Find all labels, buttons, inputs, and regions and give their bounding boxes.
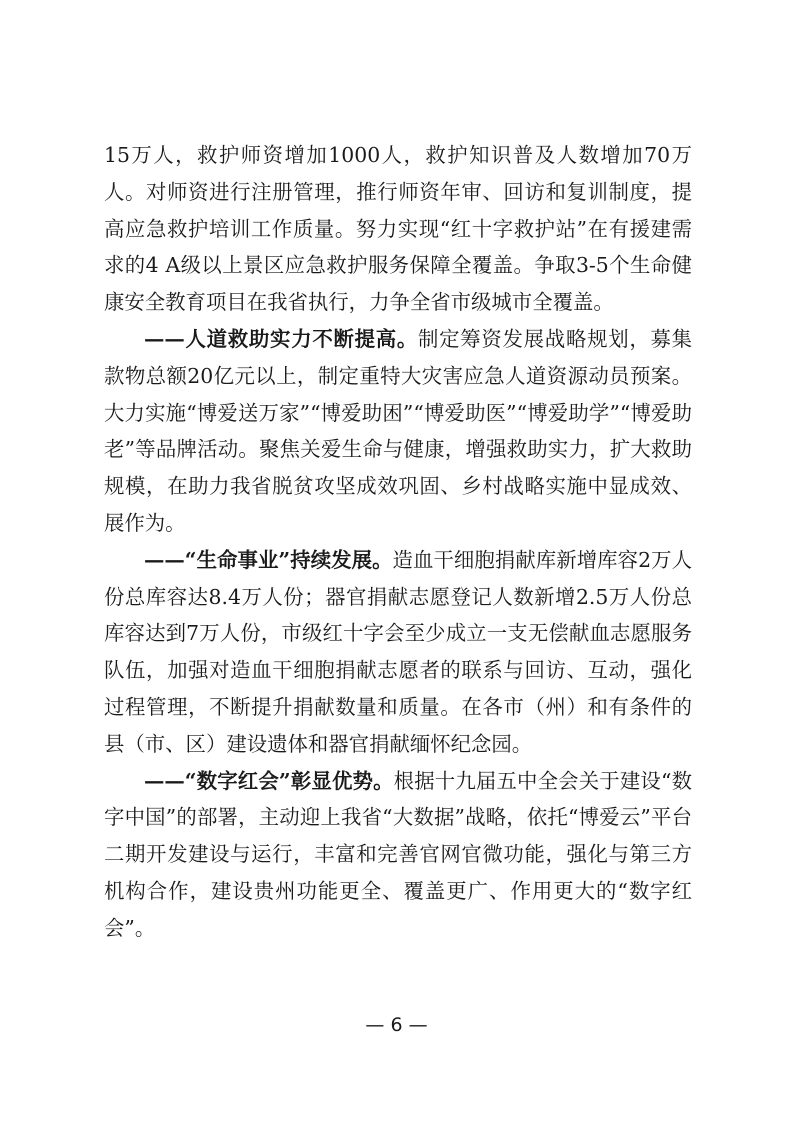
section-heading: ——人道救助实力不断提高。 bbox=[144, 326, 418, 351]
section-heading: ——“生命事业”持续发展。 bbox=[144, 547, 393, 572]
paragraph-digital-red-cross bbox=[104, 763, 692, 947]
paragraph-life-cause bbox=[104, 542, 692, 763]
section-body: 制定筹资发展战略规划，募集款物总额20亿元以上，制定重特大灾害应急人道资源动员预案。大力实施“博爱送万家”“博爱助困”“博爱助医”“博爱助学”“博爱助老”等品牌活动。聚焦关爱生命与健康，增强救助实力，扩大救助规模，在助力我省脱贫攻坚成效巩固、乡村战略实施中显成效、展作为。 bbox=[104, 326, 692, 535]
body-text bbox=[104, 137, 692, 947]
paragraph-humanitarian-aid bbox=[104, 321, 692, 542]
section-heading: ——“数字红会”彰显优势。 bbox=[144, 768, 394, 793]
section-body: 造血干细胞捐献库新增库容2万人份总库容达8.4万人份；器官捐献志愿登记人数新增2.5万人份总库容达到7万人份，市级红十字会至少成立一支无偿献血志愿服务队伍，加强对造血干细胞捐献志愿者的联系与回访、互动，强化过程管理，不断提升捐献数量和质量。在各市（州）和有条件的县（市、区）建设遗体和器官捐献缅怀纪念园。 bbox=[104, 547, 692, 756]
section-body: 根据十九届五中全会关于建设“数字中国”的部署，主动迎上我省“大数据”战略，依托“博爱云”平台二期开发建设与运行，丰富和完善官网官微功能，强化与第三方机构合作，建设贵州功能更全、覆盖更广、作用更大的“数字红会”。 bbox=[104, 768, 692, 940]
page-number: — 6 — bbox=[365, 1014, 428, 1036]
continuation-paragraph: 15万人，救护师资增加1000人，救护知识普及人数增加70万人。对师资进行注册管理，推行师资年审、回访和复训制度，提高应急救护培训工作质量。努力实现“红十字救护站”在有援建需求的4 A级以上景区应急救护服务保障全覆盖。争取3-5个生命健康安全教育项目在我省执行，力争全省市级城市全覆盖。 bbox=[104, 143, 692, 315]
